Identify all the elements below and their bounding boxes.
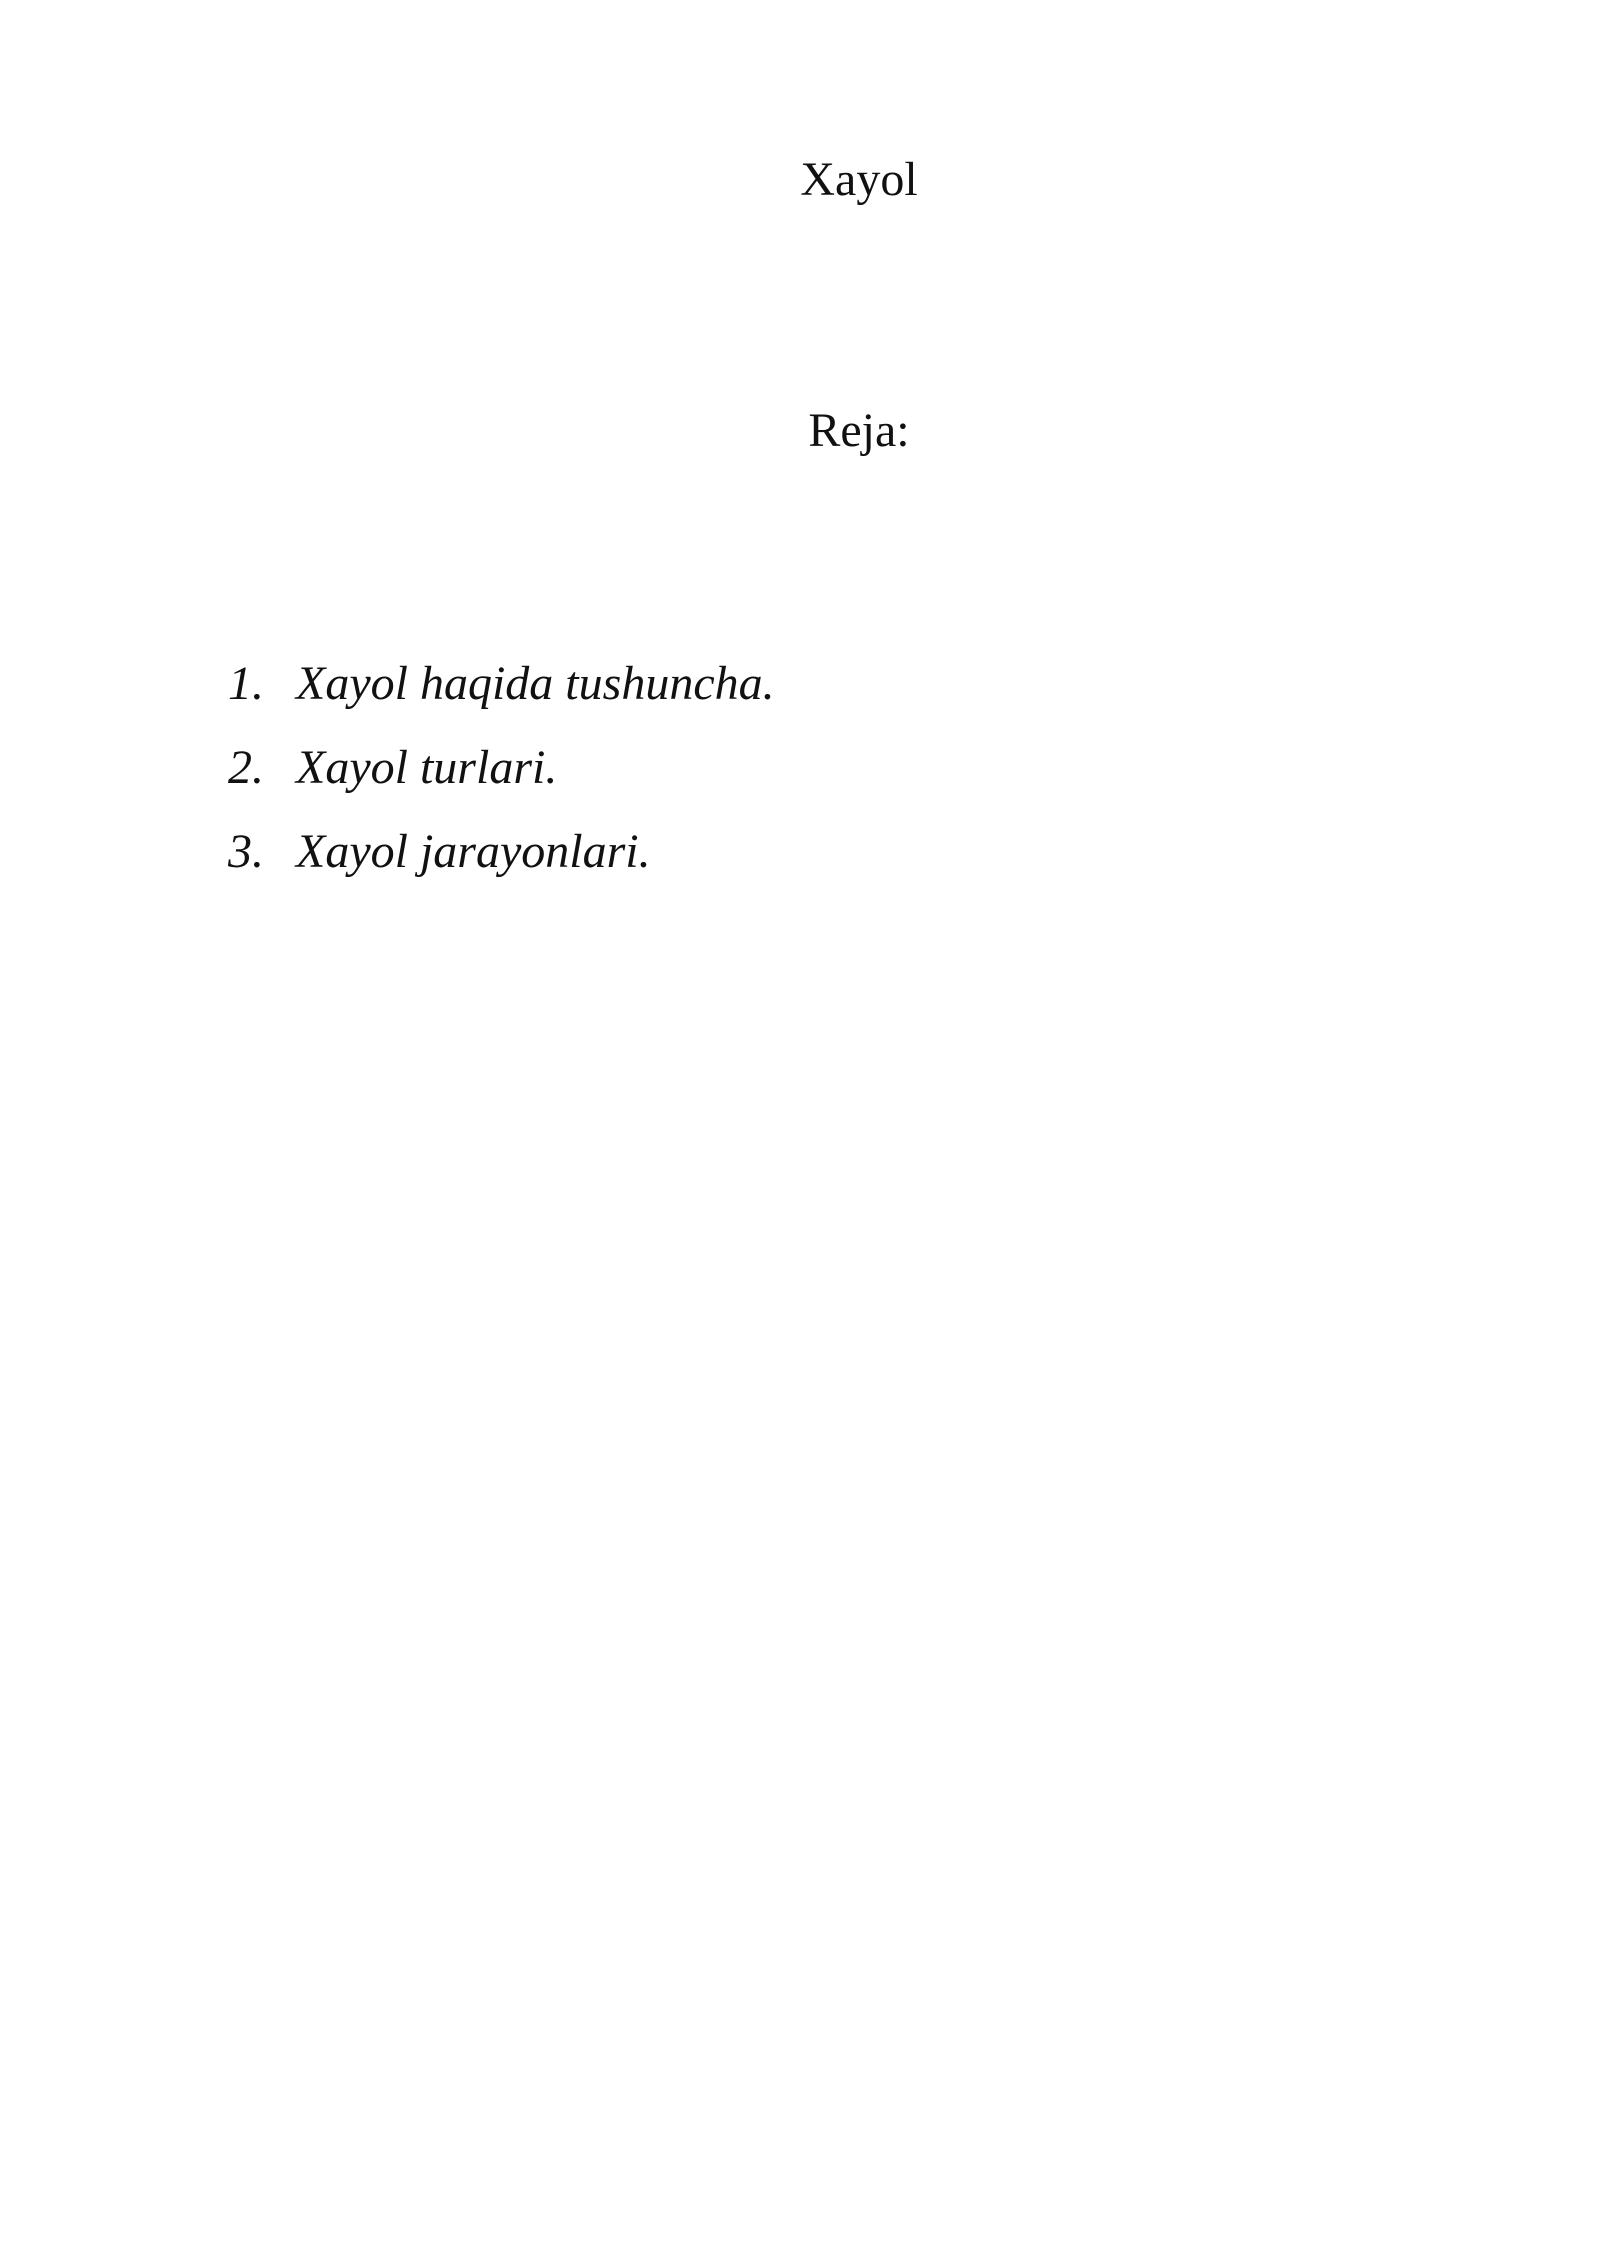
plan-item-text: Xayol haqida tushuncha. <box>296 657 775 710</box>
plan-item <box>228 822 775 906</box>
plan-item <box>228 738 775 822</box>
plan-item-text: Xayol turlari. <box>296 741 558 794</box>
plan-item-number: 2. <box>228 741 264 794</box>
plan-item-number: 3. <box>228 825 264 878</box>
plan-heading: Reja: <box>808 404 910 457</box>
plan-item-text: Xayol jarayonlari. <box>296 825 651 878</box>
plan-list <box>228 654 775 906</box>
document-title: Xayol <box>800 153 918 206</box>
plan-item-number: 1. <box>228 657 264 710</box>
plan-item <box>228 654 775 738</box>
